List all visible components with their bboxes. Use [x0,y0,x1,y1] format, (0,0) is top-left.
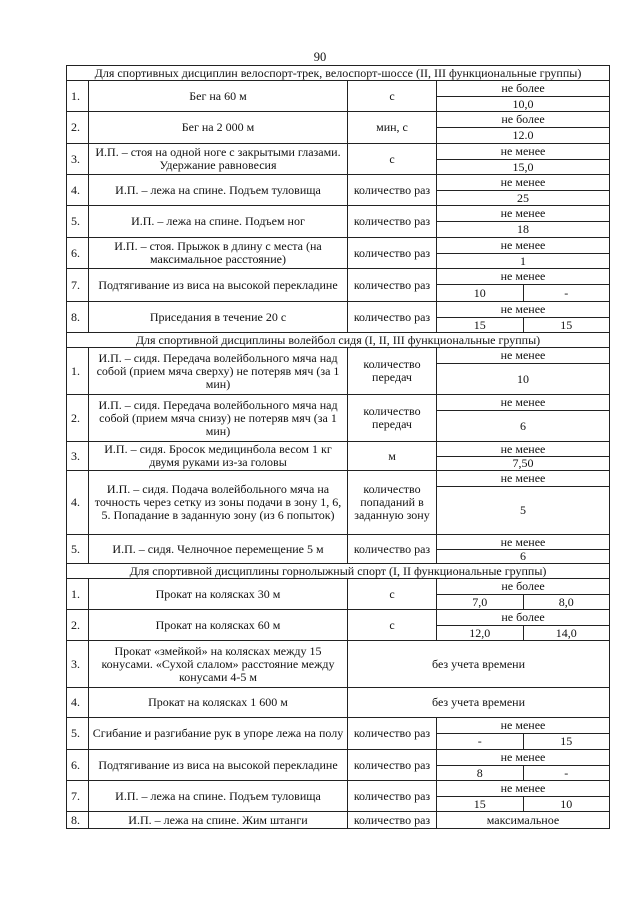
row-number: 2. [67,395,89,442]
unit: количество передач [348,395,437,442]
row-number: 3. [67,641,89,688]
section-title: Для спортивной дисциплины горнолыжный спорт (I, II функциональные группы) [67,564,610,579]
standard-value: 5 [520,503,526,517]
standard-value: 8,0 [523,595,610,609]
unit: мин, с [348,112,437,144]
table-row [67,269,610,302]
standard-value: 14,0 [523,626,610,640]
page-number: 90 [313,50,327,64]
row-number: 4. [67,471,89,535]
table-row [67,144,610,175]
standard-cell [437,348,610,395]
standard-cell [437,238,610,269]
standards-table [66,65,610,829]
standard-cell [437,781,610,812]
standard-qualifier: не более [437,579,609,595]
table-row [67,471,610,535]
unit: количество раз [348,781,437,812]
table-row [67,112,610,144]
unit: количество раз [348,206,437,238]
table-row [67,781,610,812]
table-row [67,579,610,610]
standard-value: 12,0 [469,625,491,640]
exercise-name: Прокат на колясках 1 600 м [89,688,348,718]
standard-qualifier: не менее [437,718,609,734]
standard-value: максимальное [437,812,610,829]
exercise-name: Бег на 2 000 м [89,112,348,144]
exercise-name: Подтягивание из виса на высокой перекладине [89,750,348,781]
standard-value: 7,50 [512,456,534,470]
standard-value: 25 [517,190,529,205]
standard-qualifier: не менее [437,535,609,550]
standard-value: 12.0 [512,128,534,142]
row-number: 8. [67,812,89,829]
standard-cell [437,112,610,144]
unit: количество раз [348,718,437,750]
exercise-name: Бег на 60 м [89,81,348,112]
standard-qualifier: не менее [437,175,609,191]
row-number: 2. [67,610,89,641]
standard-value: - [477,734,482,748]
table-row [67,718,610,750]
exercise-name: Прокат на колясках 60 м [89,610,348,641]
standard-cell [437,144,610,175]
standard-qualifier: не менее [437,206,609,222]
standard-qualifier: не менее [437,395,609,411]
section-title: Для спортивной дисциплины волейбол сидя (I, II, III функциональные группы) [67,333,610,348]
table-row [67,442,610,471]
row-number: 7. [67,269,89,302]
exercise-name: И.П. – сидя. Передача волейбольного мяча над собой (прием мяча снизу) не потеряв мяч (за 1 мин) [89,395,348,442]
standard-cell [437,471,610,535]
unit: количество раз [348,269,437,302]
standard-value: 1 [520,253,526,268]
standard-value: 10 [523,797,610,811]
exercise-name: И.П. – сидя. Челночное перемещение 5 м [89,535,348,564]
unit: м [348,442,437,471]
standard-value: 6 [520,418,526,433]
standard-value: 18 [517,222,529,236]
exercise-name: И.П. – стоя на одной ноге с закрытыми глазами. Удержание равновесия [89,144,348,175]
row-number: 6. [67,238,89,269]
standard-value: 15 [523,318,610,332]
unit: количество раз [348,812,437,829]
standard-cell [437,81,610,112]
standard-cell [437,395,610,442]
standard-cell [437,610,610,641]
unit: количество попаданий в заданную зону [348,471,437,535]
row-number: 7. [67,781,89,812]
standard-cell [437,579,610,610]
unit: количество раз [348,175,437,206]
unit: с [348,610,437,641]
standard-value: - [523,285,610,301]
no-time-note: без учета времени [348,688,610,718]
exercise-name: И.П. – лежа на спине. Жим штанги [89,812,348,829]
standard-value: - [523,766,610,780]
table-row [67,81,610,112]
table-row [67,395,610,442]
exercise-name: И.П. – сидя. Подача волейбольного мяча на точность через сетку из зоны подачи в зону 1, 6, 5. Попадание в заданную зону (из 6 попыток) [89,471,348,535]
standard-value: 15,0 [512,159,534,174]
unit: с [348,579,437,610]
standard-value: 15 [473,796,486,811]
exercise-name: И.П. – сидя. Передача волейбольного мяча над собой (прием мяча сверху) не потеряв мяч (за 1 мин) [89,348,348,395]
table-row [67,812,610,829]
row-number: 4. [67,175,89,206]
table-row [67,302,610,333]
row-number: 4. [67,688,89,718]
standard-value: 10,0 [512,96,534,111]
row-number: 2. [67,112,89,144]
section-title: Для спортивных дисциплин велоспорт-трек, велоспорт-шоссе (II, III функциональные группы) [67,66,610,81]
standard-qualifier: не менее [437,302,609,318]
table-row [67,535,610,564]
standard-value: 6 [520,549,526,563]
standard-cell [437,442,610,471]
standard-qualifier: не более [437,112,609,128]
standard-value: 10 [473,285,486,300]
standard-cell [437,206,610,238]
table-row [67,750,610,781]
unit: количество раз [348,302,437,333]
standard-cell [437,718,610,750]
exercise-name: И.П. – лежа на спине. Подъем туловища [89,175,348,206]
unit: количество передач [348,348,437,395]
standard-qualifier: не менее [437,750,609,766]
standard-value: 15 [523,734,610,749]
unit: количество раз [348,750,437,781]
table-row [67,206,610,238]
standard-value: 7,0 [472,594,488,609]
standard-value: 10 [517,371,529,386]
row-number: 1. [67,579,89,610]
no-time-note: без учета времени [348,641,610,688]
standard-qualifier: не менее [437,781,609,797]
table-row [67,348,610,395]
standard-cell [437,269,610,302]
standard-cell [437,535,610,564]
exercise-name: Подтягивание из виса на высокой перекладине [89,269,348,302]
row-number: 5. [67,718,89,750]
row-number: 3. [67,442,89,471]
section-header-row [67,333,610,348]
standard-qualifier: не менее [437,348,609,364]
table-row [67,610,610,641]
standard-qualifier: не более [437,81,609,97]
standard-cell [437,302,610,333]
row-number: 8. [67,302,89,333]
exercise-name: И.П. – сидя. Бросок медицинбола весом 1 кг двумя руками из-за головы [89,442,348,471]
standard-value: 8 [476,765,483,780]
exercise-name: И.П. – лежа на спине. Подъем ног [89,206,348,238]
standard-qualifier: не менее [437,442,609,457]
row-number: 5. [67,535,89,564]
standard-qualifier: не менее [437,269,609,285]
table-row [67,175,610,206]
standard-cell [437,750,610,781]
row-number: 6. [67,750,89,781]
exercise-name: И.П. – лежа на спине. Подъем туловища [89,781,348,812]
standard-cell [437,175,610,206]
standard-qualifier: не менее [437,144,609,160]
table-row [67,641,610,688]
row-number: 1. [67,81,89,112]
row-number: 1. [67,348,89,395]
standard-qualifier: не менее [437,471,609,487]
row-number: 3. [67,144,89,175]
standard-qualifier: не менее [437,238,609,254]
unit: количество раз [348,238,437,269]
unit: с [348,81,437,112]
exercise-name: Прокат «змейкой» на колясках между 15 конусами. «Сухой слалом» расстояние между конусами 4-5 м [89,641,348,688]
table-row [67,688,610,718]
unit: с [348,144,437,175]
row-number: 5. [67,206,89,238]
unit: количество раз [348,535,437,564]
section-header-row [67,66,610,81]
exercise-name: Сгибание и разгибание рук в упоре лежа на полу [89,718,348,750]
standard-value: 15 [473,317,486,332]
section-header-row [67,564,610,579]
exercise-name: Приседания в течение 20 с [89,302,348,333]
table-row [67,238,610,269]
standard-qualifier: не более [437,610,609,626]
exercise-name: И.П. – стоя. Прыжок в длину с места (на максимальное расстояние) [89,238,348,269]
exercise-name: Прокат на колясках 30 м [89,579,348,610]
